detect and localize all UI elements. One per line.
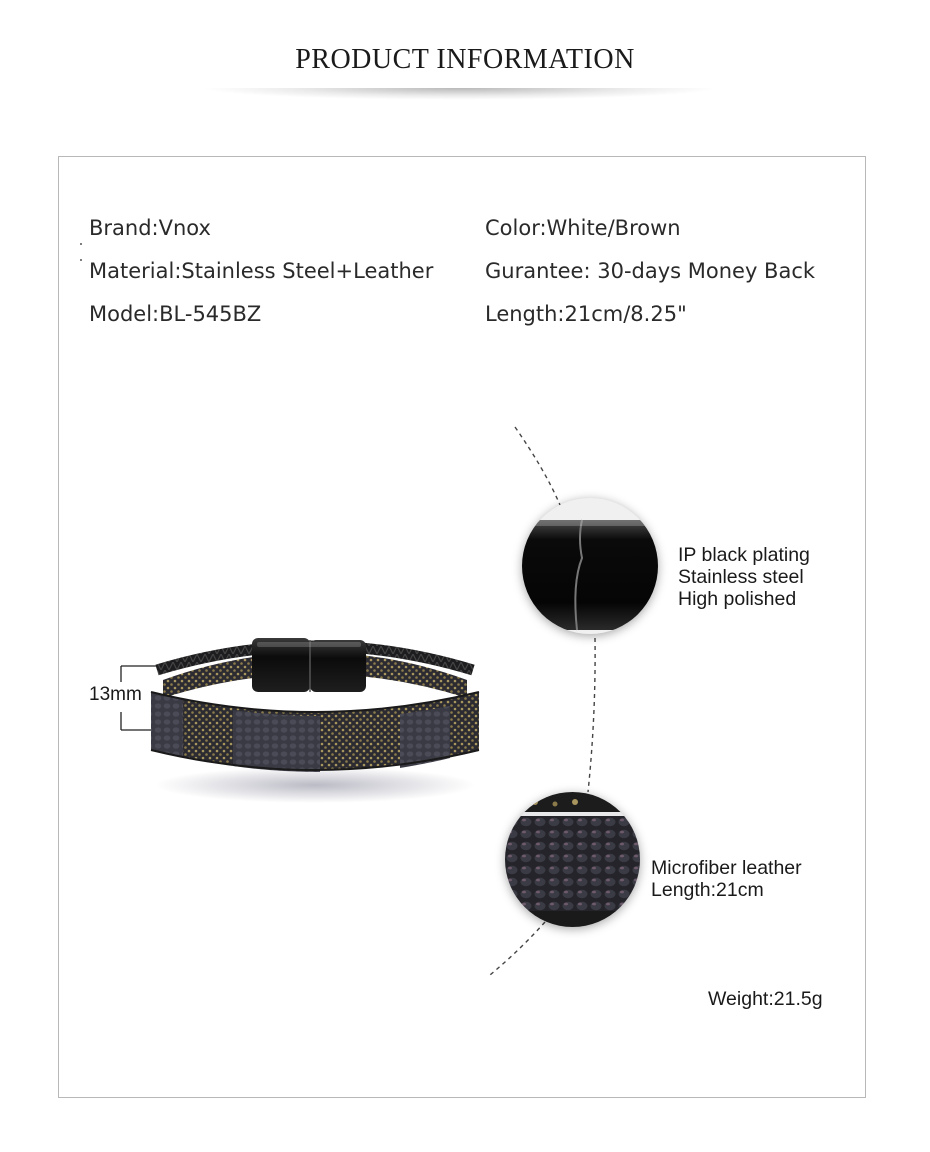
width-label: 13mm (89, 684, 142, 705)
leather-callout-line-2: Length:21cm (651, 879, 764, 901)
clasp-callout-line-2: Stainless steel (678, 566, 804, 588)
spec-guarantee: Gurantee: 30-days Money Back (485, 259, 816, 283)
spec-material: Material:Stainless Steel+Leather (89, 259, 434, 283)
spec-model: Model:BL-545BZ (89, 302, 262, 326)
clasp-callout-line-1: IP black plating (678, 544, 810, 566)
spec-brand: Brand:Vnox (89, 216, 211, 240)
leather-callout-line-1: Microfiber leather (651, 857, 802, 879)
leather-detail-photo (505, 792, 640, 927)
spec-length: Length:21cm/8.25" (485, 302, 687, 326)
bracelet-photo (145, 630, 485, 810)
clasp-detail-photo (522, 498, 658, 634)
weight-label: Weight:21.5g (708, 988, 823, 1010)
spec-color: Color:White/Brown (485, 216, 681, 240)
section-title: PRODUCT INFORMATION (295, 44, 635, 75)
clasp-callout-line-3: High polished (678, 588, 797, 610)
